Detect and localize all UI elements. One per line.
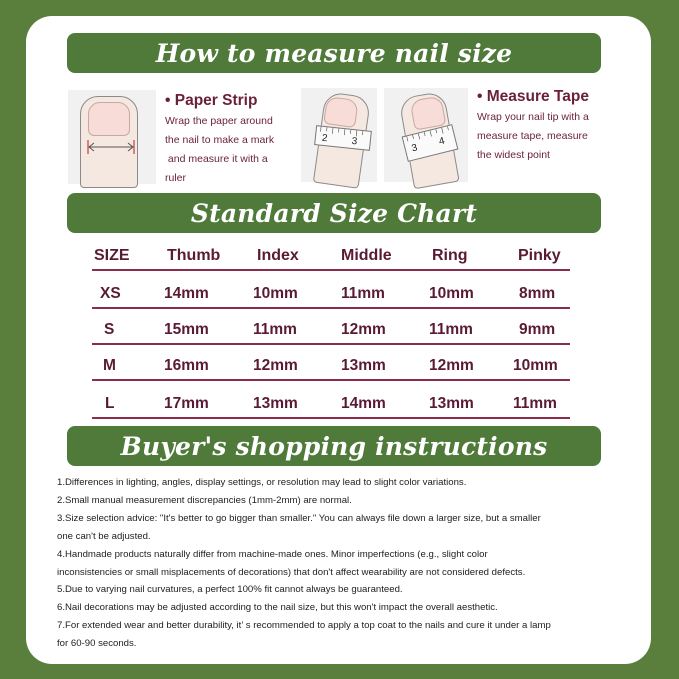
instruction-line: 5.Due to varying nail curvatures, a perfect 100% fit cannot always be guaranteed. [57,584,403,596]
tape-number: 4 [437,135,446,148]
tape-number: 2 [321,132,328,145]
row-divider [92,307,570,309]
size-label: L [105,395,115,412]
buyer-instructions-banner [67,426,601,466]
row-divider [92,269,570,271]
paper-desc-line: ruler [165,172,187,184]
instruction-line: 7.For extended wear and better durability, it’ s recommended to apply a top coat to the nails and cure it under a lamp [57,620,551,632]
paper-strip-title: • Paper Strip [165,92,258,109]
tape-desc-line: measure tape, measure [477,130,588,142]
tape-desc-line: Wrap your nail tip with a [477,111,589,123]
index-value: 13mm [253,395,298,412]
thumb-value: 15mm [164,321,209,338]
instruction-line: 2.Small manual measurement discrepancies (1mm-2mm) are normal. [57,494,352,506]
tape-illustration-left [301,88,377,182]
table-row [92,351,572,381]
size-chart-title: Standard Size Chart [190,198,478,228]
instruction-line: for 60-90 seconds. [57,638,137,650]
index-value: 10mm [253,285,298,302]
row-divider [92,343,570,345]
ring-value: 13mm [429,395,474,412]
instruction-line: inconsistencies or small misplacements of decorations) that don't affect wearability are not considered defects. [57,566,526,578]
middle-value: 12mm [341,321,386,338]
middle-value: 13mm [341,357,386,374]
ring-value: 12mm [429,357,474,374]
tape-illustration-right [384,88,468,182]
paper-desc-line: and measure it with a [165,153,268,165]
buyer-instructions-title: Buyer's shopping instructions [120,431,548,461]
measure-tape-title: • Measure Tape [477,88,589,105]
tape-number: 3 [410,142,419,155]
header-pinky: Pinky [518,247,561,264]
paper-strip-desc [165,112,274,188]
row-divider [92,379,570,381]
tape-desc-line: the widest point [477,149,550,161]
pinky-value: 8mm [519,285,556,302]
ring-value: 10mm [429,285,474,302]
size-label: XS [100,285,121,302]
paper-desc-line: the nail to make a mark [165,134,275,146]
instructions-list [57,474,637,653]
tape-number: 3 [351,135,358,148]
paper-desc-line: Wrap the paper around [165,115,273,127]
header-size: SIZE [94,247,130,264]
thumb-value: 16mm [164,357,209,374]
nail-shape [88,102,130,136]
header-thumb: Thumb [167,247,221,264]
index-value: 12mm [253,357,298,374]
measure-tape-desc [477,108,589,165]
index-value: 11mm [253,321,297,338]
ring-value: 11mm [429,321,473,338]
header-index: Index [257,247,299,264]
pinky-value: 9mm [519,321,556,338]
thumb-value: 14mm [164,285,209,302]
size-label: S [104,321,115,338]
middle-value: 11mm [341,285,385,302]
middle-value: 14mm [341,395,386,412]
measure-arrow-icon [86,140,136,154]
instruction-line: 1.Differences in lighting, angles, display settings, or resolution may lead to slight color variations. [57,477,467,488]
size-chart-banner [67,193,601,233]
table-row [92,315,572,345]
paper-strip-illustration [68,90,156,184]
row-divider [92,417,570,419]
table-row [92,389,572,419]
instruction-line: 3.Size selection advice: "It's better to go bigger than smaller." You can always file down a larger size, but a smaller [57,512,541,524]
nail-shape [323,96,359,128]
pinky-value: 11mm [513,395,557,412]
pinky-value: 10mm [513,357,558,374]
measure-banner-title: How to measure nail size [155,38,513,68]
measure-banner [67,33,601,73]
size-label: M [103,357,116,374]
instruction-line: 4.Handmade products naturally differ from machine-made ones. Minor imperfections (e.g., slight color [57,548,488,560]
thumb-value: 17mm [164,395,209,412]
instruction-line: one can't be adjusted. [57,530,151,542]
header-middle: Middle [341,247,392,264]
header-ring: Ring [432,247,468,264]
table-header-row [92,241,572,271]
instruction-line: 6.Nail decorations may be adjusted according to the nail size, but this won't impact the overall aesthetic. [57,602,498,614]
table-row [92,279,572,309]
